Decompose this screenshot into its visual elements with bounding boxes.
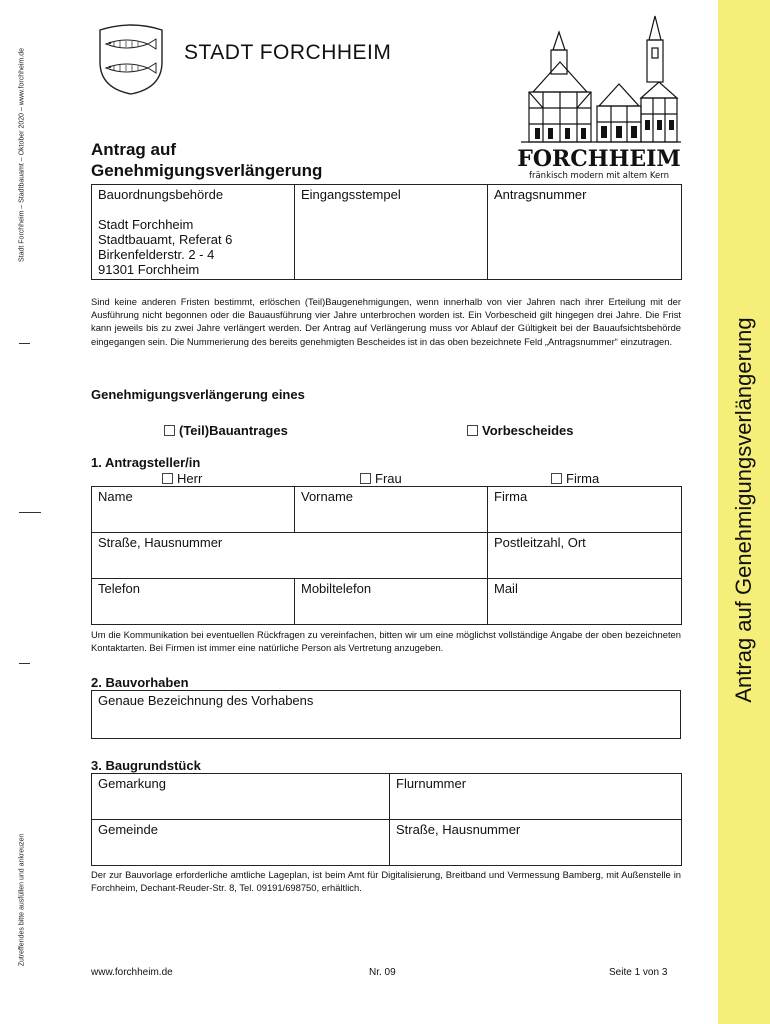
form-title-line1: Antrag auf	[91, 140, 176, 159]
field-label: Mobiltelefon	[301, 581, 372, 596]
salutation-label: Frau	[375, 471, 402, 486]
coat-of-arms-icon	[96, 22, 166, 96]
entry-stamp-label: Eingangsstempel	[301, 187, 401, 202]
company-field[interactable]	[488, 487, 682, 533]
name-field[interactable]	[92, 487, 295, 533]
authority-cell	[92, 185, 295, 280]
checkbox-icon	[360, 473, 371, 484]
salutation-frau-checkbox[interactable]	[360, 471, 402, 486]
fold-mark	[19, 512, 41, 513]
forchheim-logo-icon	[515, 10, 685, 182]
field-label: Telefon	[98, 581, 140, 596]
field-label: Straße, Hausnummer	[396, 822, 521, 837]
fold-mark	[19, 343, 30, 344]
entry-stamp-field[interactable]	[295, 185, 488, 280]
checkbox-icon	[164, 425, 175, 436]
project-table	[91, 690, 681, 739]
authority-line: Stadt Forchheim	[98, 217, 194, 232]
property-table	[91, 773, 682, 866]
section2-heading: 2. Bauvorhaben	[91, 675, 189, 690]
field-label: Postleitzahl, Ort	[494, 535, 586, 550]
section1-heading: 1. Antragsteller/in	[91, 455, 201, 470]
vertical-title: Antrag auf Genehmigungsverlängerung	[731, 317, 756, 703]
intro-text: Sind keine anderen Fristen bestimmt, erlöschen (Teil)Baugenehmigungen, wenn innerhalb von vier Jahren nach ihrer Erteilung mit der Ausführung nicht begonnen oder die Bauausführung vier Jahre unterbrochen worden ist. Ein Vorbescheid gilt hingegen drei Jahre. Die Frist kann jeweils bis zu zwei Jahre verlängert werden. Der Antrag auf Verlängerung muss vor Ablauf der Gültigkeit bei der Bauaufsichtsbehörde eingegangen sein. Die Nummerierung des bereits genehmigten Bescheides ist in das oben bezeichnete Feld „Antragsnummer“ einzutragen.	[91, 296, 681, 347]
field-label: Flurnummer	[396, 776, 467, 791]
salutation-herr-checkbox[interactable]	[162, 471, 202, 486]
checkbox-icon	[551, 473, 562, 484]
application-number-field[interactable]	[488, 185, 682, 280]
salutation-firma-checkbox[interactable]	[551, 471, 599, 486]
parcel-number-field[interactable]	[390, 774, 682, 820]
contact-note: Um die Kommunikation bei eventuellen Rückfragen zu vereinfachen, bitten wir um eine möglichst vollständige Angabe der oben bezeichneten Kontaktarten. Bei Firmen ist immer eine natürliche Person als Vertretung anzugeben.	[91, 629, 681, 654]
field-label: Genaue Bezeichnung des Vorhabens	[98, 693, 314, 708]
field-label: Mail	[494, 581, 518, 596]
footer-page-number: Seite 1 von 3	[609, 967, 668, 978]
option-bauantrag-label: (Teil)Bauantrages	[179, 423, 288, 438]
salutation-label: Herr	[177, 471, 203, 486]
form-title-line2: Genehmigungsverlängerung	[91, 161, 323, 180]
section3-heading: 3. Baugrundstück	[91, 758, 201, 773]
footer-form-number: Nr. 09	[369, 967, 396, 978]
form-title	[91, 139, 322, 181]
logo-slogan: fränkisch modern mit altem Kern	[528, 171, 670, 181]
header-table	[91, 184, 682, 280]
authority-line: Stadtbauamt, Referat 6	[98, 232, 233, 247]
mail-field[interactable]	[488, 579, 682, 625]
property-street-field[interactable]	[390, 820, 682, 866]
application-number-label: Antragsnummer	[494, 187, 587, 202]
phone-field[interactable]	[92, 579, 295, 625]
project-description-field[interactable]	[92, 691, 681, 739]
footer-website: www.forchheim.de	[91, 967, 173, 978]
field-label: Gemarkung	[98, 776, 166, 791]
site-plan-note: Der zur Bauvorlage erforderliche amtliche Lageplan, ist beim Amt für Digitalisierung, Breitband und Vermessung Bamberg, mit Außenstelle in Forchheim, Dechant-Reuder-Str. 8, Tel. 09191/698750, erhältlich.	[91, 869, 681, 894]
municipality-field[interactable]	[92, 820, 390, 866]
applicant-table	[91, 486, 682, 625]
field-label: Firma	[494, 489, 528, 504]
first-name-field[interactable]	[295, 487, 488, 533]
mobile-field[interactable]	[295, 579, 488, 625]
district-field[interactable]	[92, 774, 390, 820]
fold-mark	[19, 663, 30, 664]
logo-brand: FORCHHEIM	[517, 146, 681, 172]
field-label: Vorname	[301, 489, 354, 504]
authority-line: Birkenfelderstr. 2 - 4	[98, 247, 215, 262]
authority-label: Bauordnungsbehörde	[98, 187, 224, 202]
checkbox-icon	[162, 473, 173, 484]
checkbox-icon	[467, 425, 478, 436]
city-name: STADT FORCHHEIM	[184, 41, 392, 64]
salutation-label: Firma	[566, 471, 600, 486]
field-label: Gemeinde	[98, 822, 158, 837]
postal-code-field[interactable]	[488, 533, 682, 579]
field-label: Name	[98, 489, 133, 504]
side-note-bottom: Zutreffendes bitte ausfüllen und ankreuzen	[18, 833, 26, 967]
option-vorbescheid-label: Vorbescheides	[482, 423, 574, 438]
option-vorbescheid-checkbox[interactable]	[467, 423, 574, 438]
extension-heading: Genehmigungsverlängerung eines	[91, 387, 305, 402]
side-note-top: Stadt Forchheim – Stadtbauamt – Oktober 2020 – www.forchheim.de	[18, 47, 26, 263]
authority-line: 91301 Forchheim	[98, 262, 200, 277]
option-bauantrag-checkbox[interactable]	[164, 423, 288, 438]
street-field[interactable]	[92, 533, 488, 579]
field-label: Straße, Hausnummer	[98, 535, 223, 550]
